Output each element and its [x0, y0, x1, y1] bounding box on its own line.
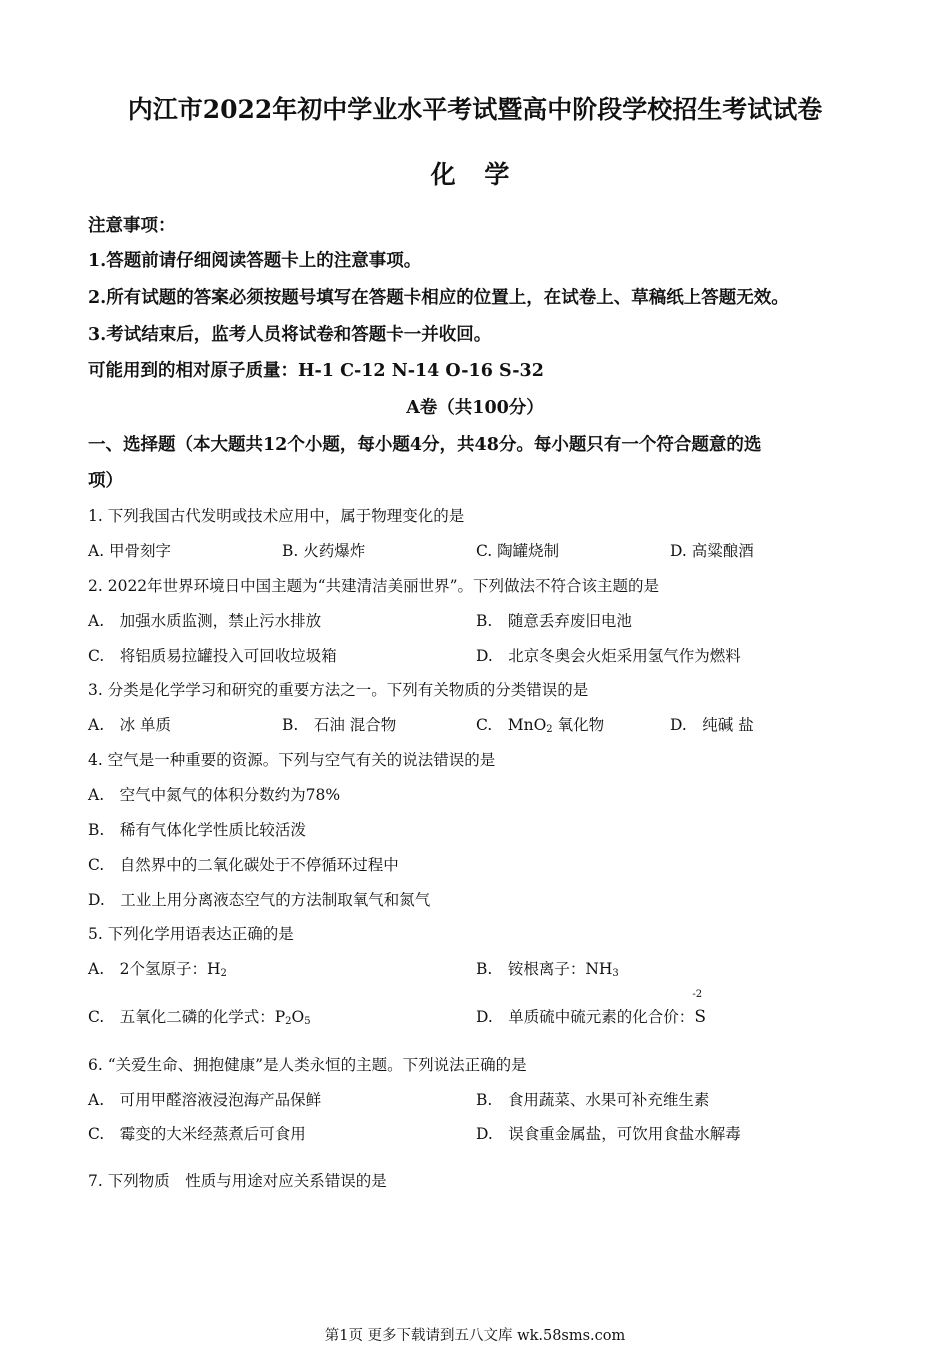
section-heading-cont: 项）: [88, 471, 123, 491]
question-5-stem: 5. 下列化学用语表达正确的是: [88, 925, 294, 943]
subscript: 3: [612, 968, 619, 979]
q5-option-a-text: A. 2个氢原子：H: [88, 960, 221, 978]
q1-option-b: B. 火药爆炸: [282, 542, 366, 560]
q3-option-c-formula: C. MnO: [476, 716, 547, 734]
q5-option-b-text: B. 铵根离子：NH: [476, 960, 613, 978]
subscript: 2: [220, 968, 227, 979]
q1-option-d: D. 高粱酿酒: [670, 542, 754, 560]
q5-option-c-oxygen: O: [291, 1008, 305, 1026]
q3-option-c: [476, 713, 604, 735]
q4-option-b: B. 稀有气体化学性质比较活泼: [88, 821, 306, 839]
q5-option-a: [88, 957, 227, 979]
element-symbol: S: [694, 1007, 706, 1027]
q5-option-d-text: D. 单质硫中硫元素的化合价：: [476, 1008, 695, 1026]
q6-option-b: B. 食用蔬菜、水果可补充维生素: [476, 1091, 710, 1109]
subscript: 2: [546, 724, 553, 735]
q1-option-c: C. 陶罐烧制: [476, 542, 560, 560]
question-2-stem: 2. 2022年世界环境日中国主题为“共建清洁美丽世界”。下列做法不符合该主题的是: [88, 577, 660, 595]
notice-heading: 注意事项：: [88, 216, 176, 236]
q5-option-c: [88, 1005, 311, 1027]
atomic-mass-line: 可能用到的相对原子质量：H-1 C-12 N-14 O-16 S-32: [88, 361, 544, 381]
question-6-stem: 6. “关爱生命、拥抱健康”是人类永恒的主题。下列说法正确的是: [88, 1056, 527, 1074]
question-7-stem: 7. 下列物质 性质与用途对应关系错误的是: [88, 1172, 387, 1190]
q2-option-c: C. 将铝质易拉罐投入可回收垃圾箱: [88, 647, 337, 665]
notice-item: 3.考试结束后，监考人员将试卷和答题卡一并收回。: [88, 325, 492, 345]
q4-option-a: A. 空气中氮气的体积分数约为78%: [88, 786, 341, 804]
q3-option-d: D. 纯碱 盐: [670, 716, 754, 734]
q2-option-b: B. 随意丢弃废旧电池: [476, 612, 632, 630]
q5-option-c-text: C. 五氧化二磷的化学式：P: [88, 1008, 286, 1026]
q3-option-a: A. 冰 单质: [88, 716, 172, 734]
q4-option-c: C. 自然界中的二氧化碳处于不停循环过程中: [88, 856, 399, 874]
q5-option-b: [476, 957, 619, 979]
question-4-stem: 4. 空气是一种重要的资源。下列与空气有关的说法错误的是: [88, 751, 496, 769]
notice-item: 2.所有试题的答案必须按题号填写在答题卡相应的位置上，在试卷上、草稿纸上答题无效。: [88, 288, 789, 308]
page-footer: 第1页 更多下载请到五八文库 wk.58sms.com: [324, 1328, 626, 1344]
section-heading: 一、选择题（本大题共12个小题，每小题4分，共48分。每小题只有一个符合题意的选: [88, 435, 762, 455]
question-1-stem: 1. 下列我国古代发明或技术应用中，属于物理变化的是: [88, 507, 465, 525]
valence-notation: [692, 989, 706, 1027]
q6-option-a: A. 可用甲醛溶液浸泡海产品保鲜: [88, 1091, 322, 1109]
subscript: 5: [304, 1016, 311, 1027]
q6-option-d: D. 误食重金属盐，可饮用食盐水解毒: [476, 1125, 741, 1143]
subscript: 2: [285, 1016, 292, 1027]
valence-value: -2: [692, 989, 703, 1000]
q5-option-d: [476, 989, 706, 1027]
q2-option-d: D. 北京冬奥会火炬采用氢气作为燃料: [476, 647, 741, 665]
q3-option-c-text: 氧化物: [552, 716, 605, 734]
question-3-stem: 3. 分类是化学学习和研究的重要方法之一。下列有关物质的分类错误的是: [88, 681, 589, 699]
q6-option-c: C. 霉变的大米经蒸煮后可食用: [88, 1125, 306, 1143]
subject-title: 化 学: [430, 160, 520, 189]
volume-a-heading: A卷（共100分）: [406, 398, 544, 418]
q1-option-a: A. 甲骨刻字: [88, 542, 172, 560]
exam-title: 内江市2022年初中学业水平考试暨高中阶段学校招生考试试卷: [127, 95, 823, 124]
q4-option-d: D. 工业上用分离液态空气的方法制取氧气和氮气: [88, 891, 431, 909]
q3-option-b: B. 石油 混合物: [282, 716, 397, 734]
notice-item: 1.答题前请仔细阅读答题卡上的注意事项。: [88, 251, 422, 271]
q2-option-a: A. 加强水质监测，禁止污水排放: [88, 612, 322, 630]
